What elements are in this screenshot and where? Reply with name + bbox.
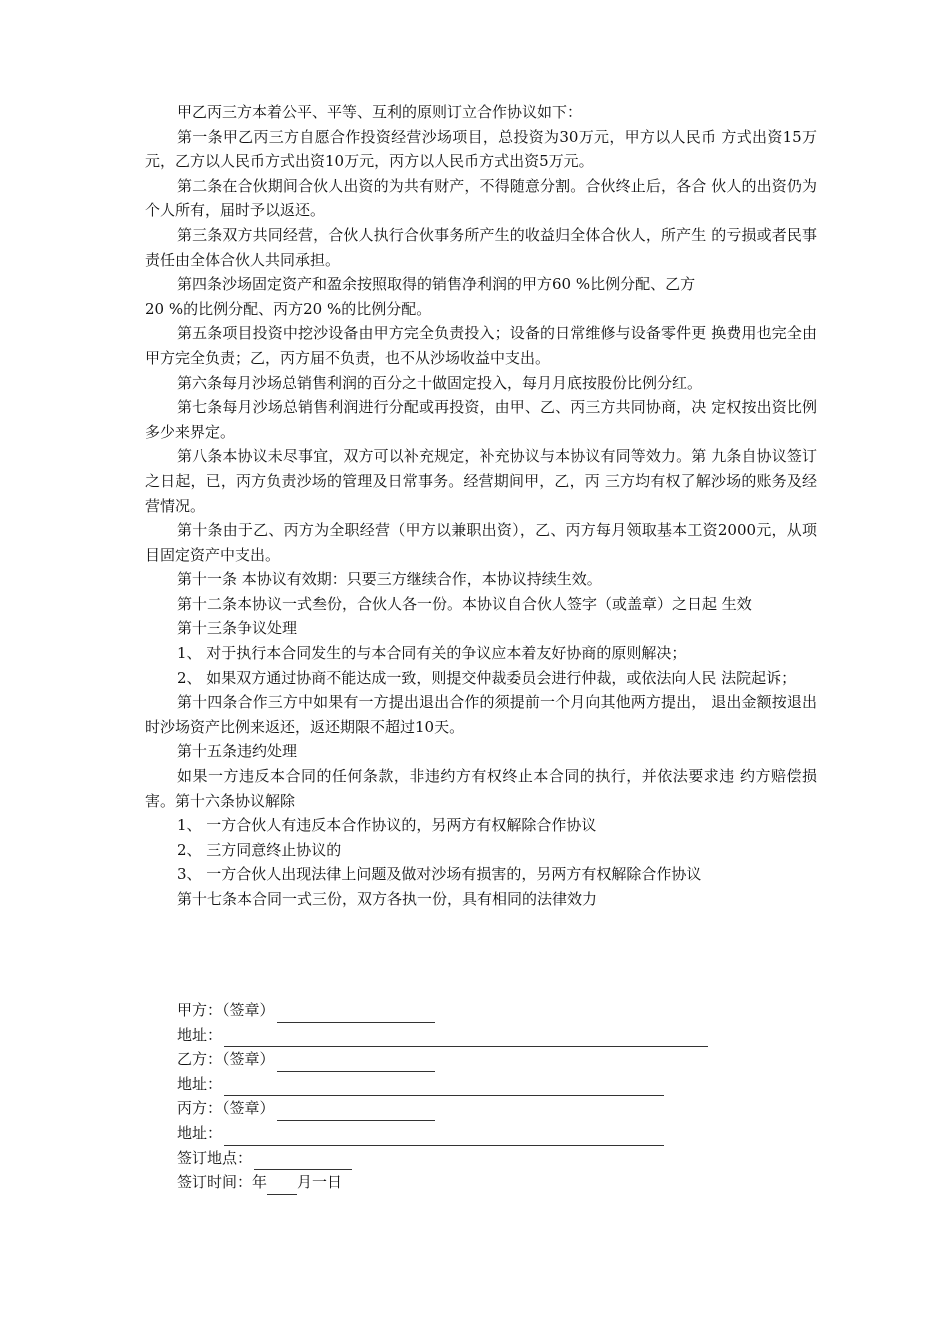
party-b-signature-blank[interactable] (277, 1055, 435, 1072)
paragraph-article-3: 第三条双方共同经营，合伙人执行合伙事务所产生的收益归全体合伙人，所产生 的亏损或者民事责任由全体合伙人共同承担。 (145, 225, 817, 269)
paragraph-article-10: 第十条由于乙、丙方为全职经营（甲方以兼职出资），乙、丙方每月领取基本工资2000元，从项目固定资产中支出。 (145, 521, 817, 564)
paragraph-article-7: 第七条每月沙场总销售利润进行分配或再投资，由甲、乙、丙三方共同协商，决 定权按出资比例多少来界定。 (145, 398, 817, 441)
paragraph-article-14: 第十四条合作三方中如果有一方提出退出合作的须提前一个月向其他两方提出， 退出金额按退出时沙场资产比例来返还，返还期限不超过10天。 (145, 693, 817, 736)
signing-date-month-day: 月一日 (297, 1173, 343, 1192)
paragraph-article-2: 第二条在合伙期间合伙人出资的为共有财产，不得随意分割。合伙终止后，各合 伙人的出资仍为个人所有，届时予以返还。 (145, 176, 817, 220)
party-c-signature-blank[interactable] (277, 1104, 435, 1121)
paragraph-article-5: 第五条项目投资中挖沙设备由甲方完全负责投入；设备的日常维修与设备零件更 换费用也完全由甲方完全负责；乙，丙方届不负责，也不从沙场收益中支出。 (145, 324, 817, 367)
signing-date-line (177, 1170, 737, 1195)
party-c-line (177, 1096, 737, 1121)
signing-date-month-blank[interactable] (267, 1178, 297, 1195)
paragraph-article-13: 第十三条争议处理 (177, 619, 298, 638)
party-a-address-line (177, 1023, 737, 1048)
party-a-address-label: 地址： (177, 1025, 223, 1044)
paragraph-article-17: 第十七条本合同一式三份，双方各执一份，具有相同的法律效力 (177, 890, 598, 908)
signing-date-label: 签订时间：年 (177, 1173, 268, 1192)
paragraph-article-13-item-1: 1、 对于执行本合同发生的与本合同有关的争议应本着友好协商的原则解决； (177, 644, 687, 663)
paragraph-article-16-item-3: 3、 一方合伙人出现法律上问题及做对沙场有损害的，另两方有权解除合作协议 (177, 865, 702, 884)
party-a-signature-blank[interactable] (277, 1006, 435, 1023)
party-a-label: 甲方：（签章） (177, 1001, 275, 1019)
signing-place-label: 签订地点： (177, 1148, 253, 1167)
paragraph-article-12: 第十二条本协议一式叁份，合伙人各一份。本协议自合伙人签字（或盖章）之日起 生效 (177, 594, 752, 613)
paragraph-article-1: 第一条甲乙丙三方自愿合作投资经营沙场项目，总投资为30万元，甲方以人民币 方式出资15万元，乙方以人民币方式出资10万元，丙方以人民币方式出资5万元。 (145, 127, 817, 171)
signature-block (177, 998, 737, 1195)
party-b-address-line (177, 1072, 737, 1097)
party-c-address-label: 地址： (177, 1123, 223, 1142)
party-b-address-label: 地址： (177, 1074, 223, 1093)
party-b-address-blank[interactable] (224, 1079, 664, 1096)
party-c-address-line (177, 1121, 737, 1146)
paragraph-article-4-cont: 20 %的比例分配、丙方20 %的比例分配。 (145, 299, 432, 318)
party-a-address-blank[interactable] (224, 1030, 708, 1047)
paragraph-article-13-item-2: 2、 如果双方通过协商不能达成一致，则提交仲裁委员会进行仲裁，或依法向人民 法院起诉； (177, 668, 797, 687)
paragraph-article-11: 第十一条 本协议有效期：只要三方继续合作，本协议持续生效。 (177, 570, 602, 589)
paragraph-article-15: 第十五条违约处理 (177, 742, 298, 761)
party-c-label: 丙方：（签章） (177, 1099, 275, 1118)
paragraph-article-8-9: 第八条本协议未尽事宜，双方可以补充规定，补充协议与本协议有同等效力。第 九条自协议签订之日起，已，丙方负责沙场的管理及日常事务。经营期间甲，乙，丙 三方均有权了解沙场的账务及经营情况。 (145, 447, 817, 515)
party-b-line (177, 1047, 737, 1072)
party-c-address-blank[interactable] (224, 1129, 664, 1146)
party-b-label: 乙方：（签章） (177, 1050, 275, 1069)
agreement-body (145, 100, 817, 912)
paragraph-article-16-item-2: 2、 三方同意终止协议的 (177, 840, 342, 859)
party-a-line (177, 998, 737, 1023)
paragraph-article-15-16: 如果一方违反本合同的任何条款，非违约方有权终止本合同的执行，并依法要求违 约方赔偿损害。第十六条协议解除 (145, 767, 817, 810)
paragraph-intro: 甲乙丙三方本着公平、平等、互利的原则订立合作协议如下： (177, 103, 583, 121)
signing-place-blank[interactable] (254, 1153, 352, 1170)
paragraph-article-4: 第四条沙场固定资产和盈余按照取得的销售净利润的甲方60 %比例分配、乙方 (177, 275, 696, 294)
paragraph-article-6: 第六条每月沙场总销售利润的百分之十做固定投入，每月月底按股份比例分红。 (177, 373, 703, 392)
signing-place-line (177, 1146, 737, 1171)
paragraph-article-16-item-1: 1、 一方合伙人有违反本合作协议的，另两方有权解除合作协议 (177, 816, 597, 835)
